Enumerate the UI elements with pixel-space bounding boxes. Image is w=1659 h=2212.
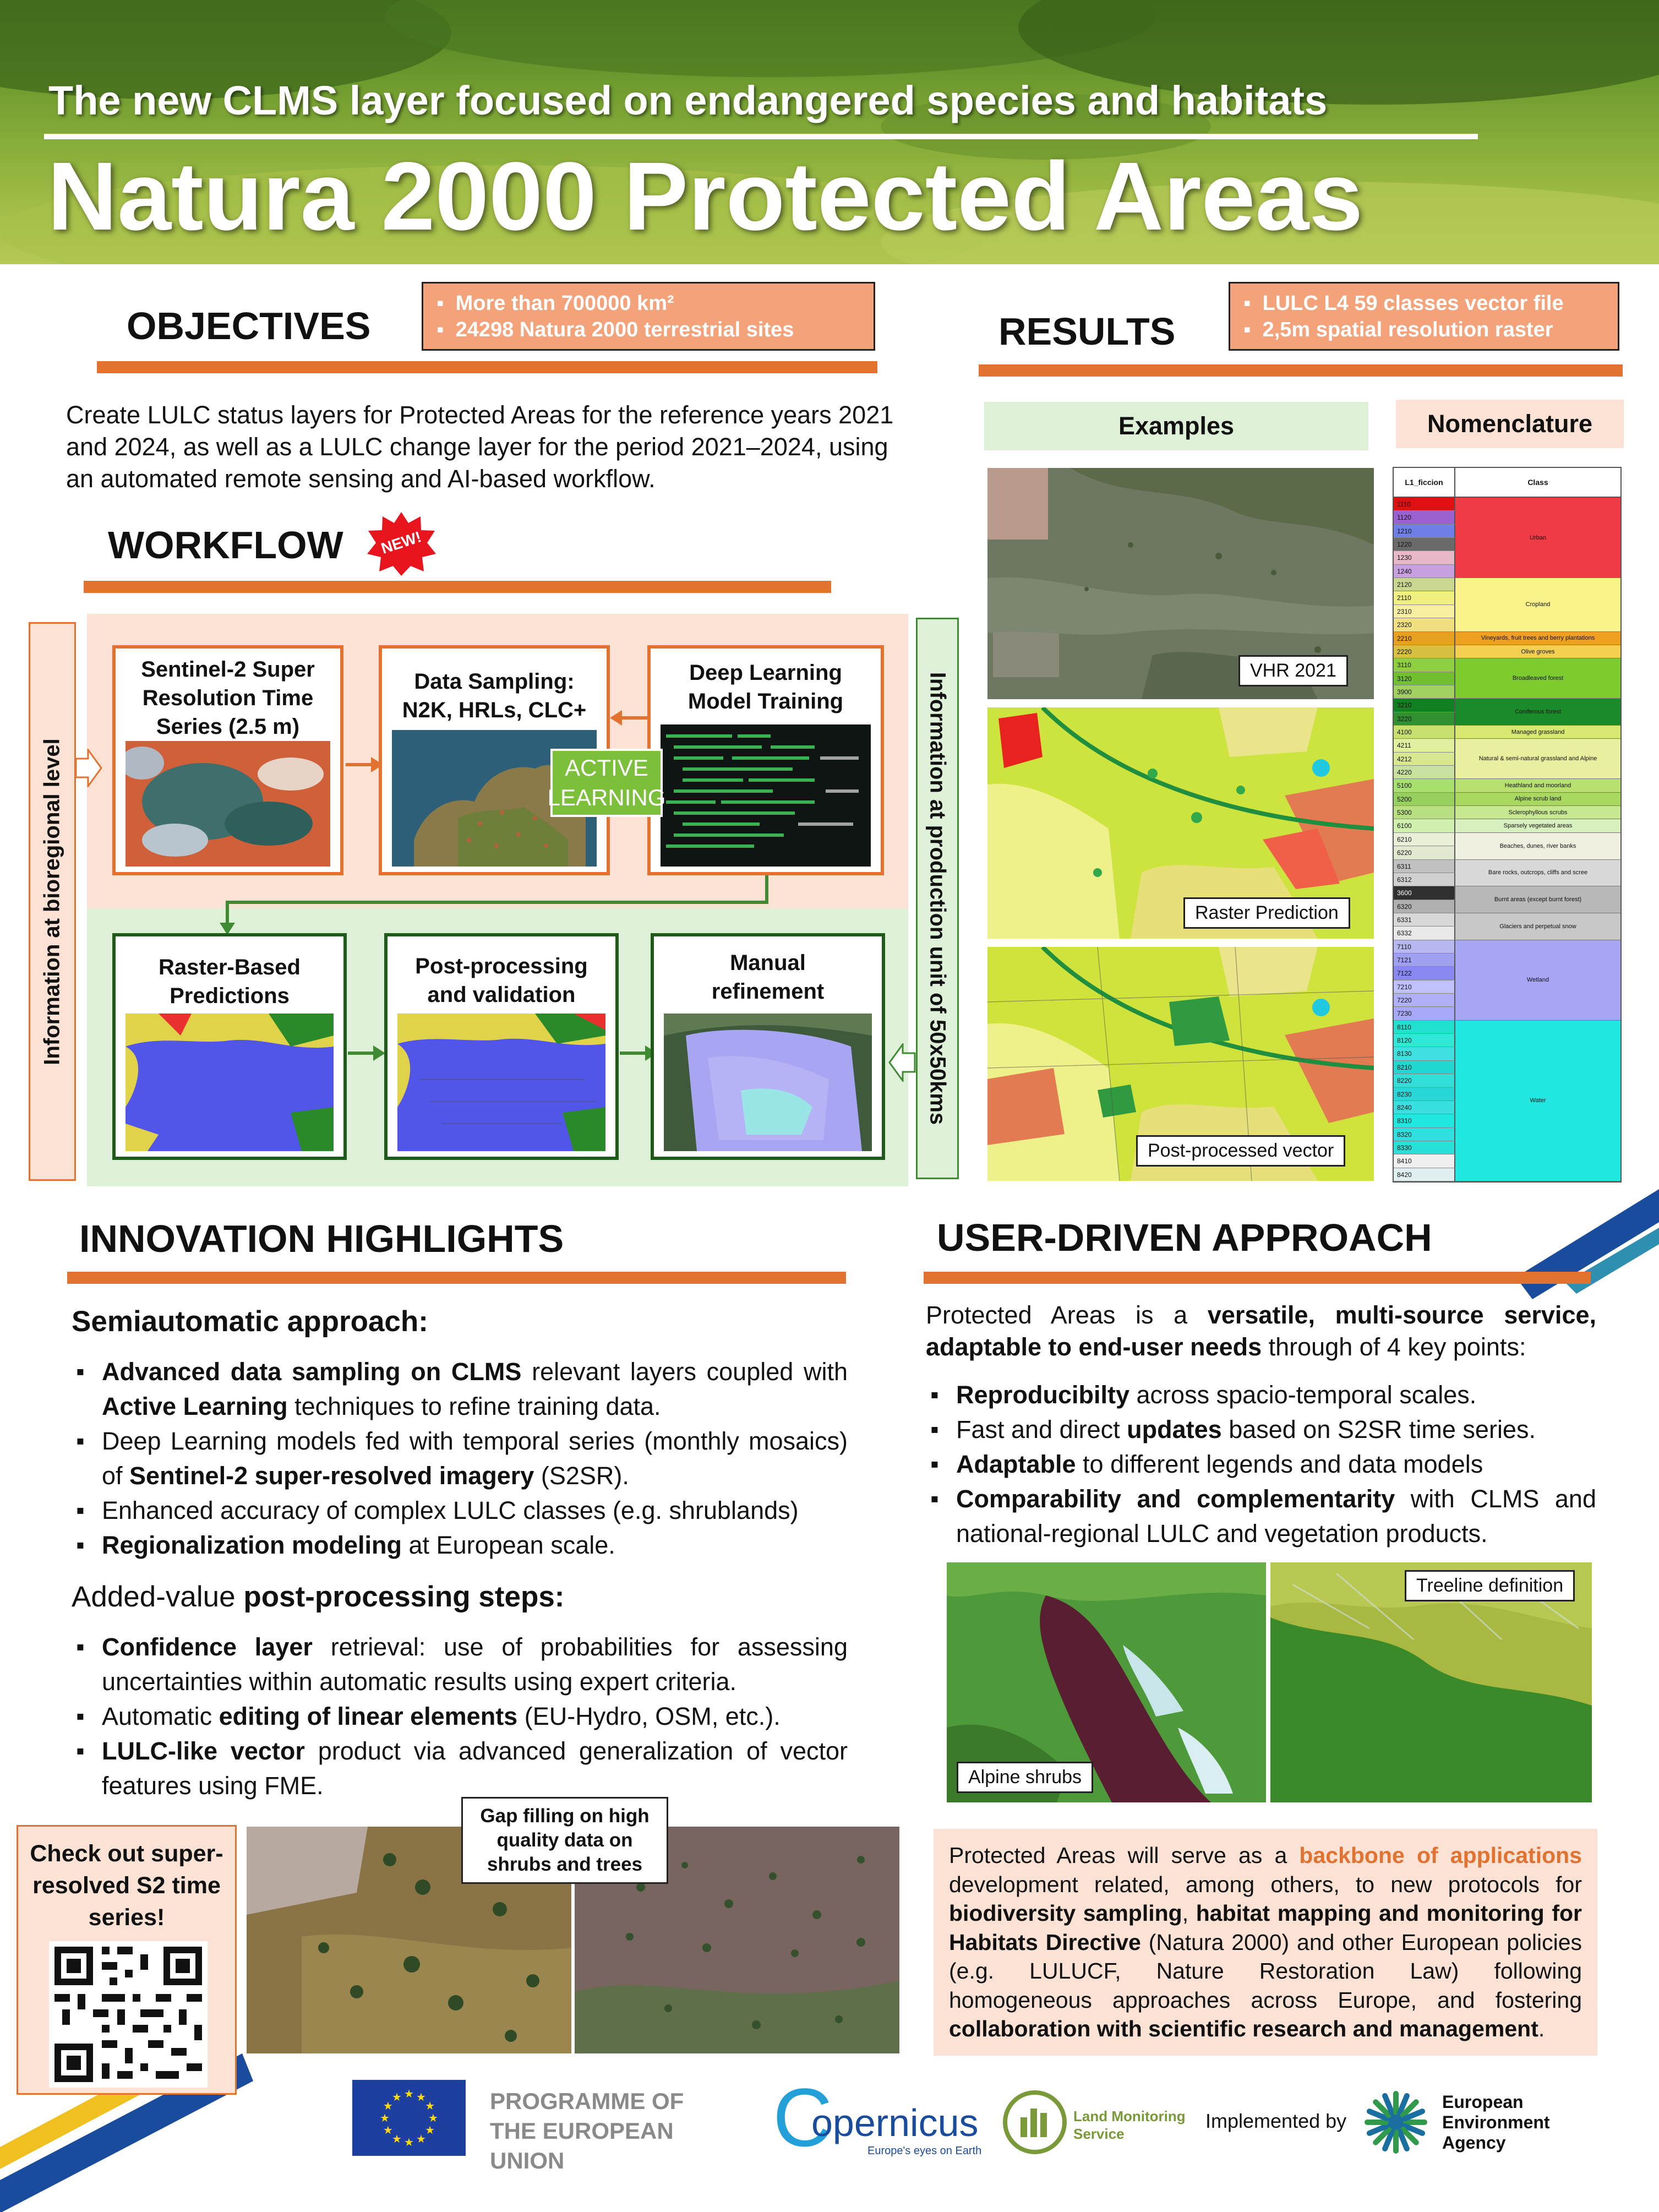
user-driven-rule — [924, 1272, 1591, 1284]
nomenclature-code: 8130 — [1394, 1047, 1455, 1060]
nomenclature-code: 3900 — [1394, 685, 1455, 699]
nomenclature-class: Wetland — [1455, 940, 1620, 1021]
qr-code-icon — [49, 1941, 208, 2088]
nomenclature-class: Olive groves — [1455, 645, 1620, 658]
results-facts-box — [1229, 282, 1619, 351]
step-post-processing — [384, 933, 619, 1160]
bullet-item: ▪ Fast and direct updates based on S2SR time series. — [926, 1412, 1596, 1447]
nomenclature-code: 4212 — [1394, 753, 1455, 766]
nomenclature-code: 3120 — [1394, 672, 1455, 685]
step-raster-predictions — [112, 933, 347, 1160]
nomenclature-class: Water — [1455, 1021, 1620, 1181]
header-rule — [44, 134, 1478, 139]
nomenclature-class: Cropland — [1455, 578, 1620, 631]
fact-item: ▪ 2,5m spatial resolution raster — [1243, 318, 1553, 341]
nomenclature-code: 7220 — [1394, 994, 1455, 1007]
connector-vertical — [765, 875, 768, 903]
vhr-label: VHR 2021 — [1238, 655, 1348, 687]
step-title: Deep Learning Model Training — [687, 661, 844, 713]
examples-label-box — [984, 402, 1368, 450]
nomenclature-col-code: L1_ficcion — [1394, 468, 1455, 497]
vhr-image — [987, 468, 1374, 699]
active-learning-text: ACTIVE LEARNING — [547, 755, 666, 810]
checkout-box — [17, 1825, 237, 2095]
eea-sunburst-icon — [1363, 2086, 1429, 2158]
nomenclature-code: 2320 — [1394, 618, 1455, 631]
nomenclature-code: 8240 — [1394, 1101, 1455, 1114]
manual-refinement-thumb — [664, 1014, 872, 1151]
nomenclature-code: 3210 — [1394, 699, 1455, 712]
innovation-heading: INNOVATION HIGHLIGHTS — [79, 1217, 564, 1260]
postprocessed-thumb — [397, 1014, 605, 1151]
bullet-item: ▪ Comparability and complementarity with CLMS and national-regional LULC and vegetation products. — [926, 1481, 1596, 1551]
bullet-item: ▪ LULC-like vector product via advanced generalization of vector features using FME. — [72, 1734, 848, 1803]
nomenclature-class: Vineyards, fruit trees and berry plantations — [1455, 632, 1620, 645]
nomenclature-label-box — [1396, 400, 1624, 448]
nomenclature-code: 4220 — [1394, 766, 1455, 779]
nomenclature-code: 8420 — [1394, 1168, 1455, 1181]
nomenclature-class: Glaciers and perpetual snow — [1455, 913, 1620, 940]
workflow-rule — [84, 581, 831, 593]
nomenclature-class: Burnt areas (except burnt forest) — [1455, 886, 1620, 913]
nomenclature-code: 8410 — [1394, 1154, 1455, 1168]
step-manual-refinement — [651, 933, 885, 1160]
alpine-shrubs-image — [947, 1562, 1266, 1802]
new-badge-text: NEW! — [379, 528, 424, 557]
nomenclature-code: 7230 — [1394, 1007, 1455, 1020]
nomenclature-class: Sparsely vegetated areas — [1455, 819, 1620, 832]
nomenclature-label: Nomenclature — [1427, 410, 1593, 438]
nomenclature-class: Bare rocks, outcrops, cliffs and scree — [1455, 860, 1620, 887]
nomenclature-class: Sclerophyllous scrubs — [1455, 806, 1620, 819]
post-processed-image — [987, 947, 1374, 1181]
nomenclature-body — [1394, 498, 1620, 1181]
raster-prediction-image — [987, 707, 1374, 939]
nomenclature-class: Natural & semi-natural grassland and Alpine — [1455, 739, 1620, 779]
implemented-by-text: Implemented by — [1205, 2110, 1347, 2132]
nomenclature-code: 2220 — [1394, 645, 1455, 658]
nomenclature-class: Coniferous forest — [1455, 699, 1620, 726]
workflow-heading: WORKFLOW — [108, 524, 343, 566]
nomenclature-code: 5100 — [1394, 779, 1455, 792]
bullet-item: ▪ Confidence layer retrieval: use of probabilities for assessing uncertainties within automatic results using expert criteria. — [72, 1630, 848, 1699]
raster-prediction-thumb — [125, 1014, 334, 1151]
nomenclature-code: 1120 — [1394, 511, 1455, 524]
programme-text: PROGRAMME OF THE EUROPEAN UNION — [490, 2088, 684, 2173]
nomenclature-code: 6311 — [1394, 860, 1455, 873]
nomenclature-code: 1230 — [1394, 551, 1455, 564]
gap-filling-label: Gap filling on high quality data on shrubs and trees — [461, 1797, 668, 1884]
semiautomatic-list — [72, 1354, 848, 1562]
nomenclature-table — [1393, 467, 1622, 1183]
bioregional-label-box — [29, 622, 76, 1181]
bullet-item: ▪ Reproducibilty across spacio-temporal scales. — [926, 1377, 1596, 1412]
nomenclature-code: 5300 — [1394, 806, 1455, 819]
nomenclature-code: 6220 — [1394, 846, 1455, 859]
objectives-heading: OBJECTIVES — [127, 304, 371, 347]
nomenclature-code: 3110 — [1394, 658, 1455, 672]
nomenclature-code: 2120 — [1394, 578, 1455, 591]
post-processing-list — [72, 1630, 848, 1803]
nomenclature-code: 3220 — [1394, 712, 1455, 726]
new-badge — [365, 511, 437, 577]
nomenclature-code: 6320 — [1394, 900, 1455, 913]
nomenclature-code: 6100 — [1394, 819, 1455, 832]
eu-flag-logo — [352, 2080, 466, 2156]
arrow-4-5 — [348, 1051, 375, 1055]
alpine-shrubs-label: Alpine shrubs — [957, 1762, 1093, 1793]
eu-star-icon: ★ — [380, 2112, 390, 2124]
step-title: Raster-Based Predictions — [159, 955, 301, 1008]
user-driven-intro: Protected Areas is a versatile, multi-source service, adaptable to end-user needs through of 4 key points: — [926, 1301, 1596, 1361]
active-learning-tag — [547, 749, 666, 817]
step-title: Data Sampling: N2K, HRLs, CLC+ — [402, 669, 587, 722]
nomenclature-code: 8120 — [1394, 1034, 1455, 1047]
fact-item: ▪ 24298 Natura 2000 terrestrial sites — [436, 318, 794, 341]
production-unit-label-box — [916, 618, 959, 1179]
code-screen-image — [661, 724, 871, 867]
nomenclature-code: 8230 — [1394, 1088, 1455, 1101]
bioregional-label: Information at bioregional level — [40, 738, 64, 1065]
fact-item: ▪ LULC L4 59 classes vector file — [1243, 292, 1564, 315]
objectives-rule — [97, 361, 877, 373]
eea-core-icon — [1388, 2115, 1404, 2130]
nomenclature-code: 1220 — [1394, 538, 1455, 551]
objectives-text: Create LULC status layers for Protected Areas for the reference years 2021 and 2024, as well as a LULC change layer for the period 2021–2024, using an automated remote sensing and AI-based workflow. — [66, 401, 894, 493]
eea-logo — [1363, 2086, 1429, 2158]
raster-prediction-label: Raster Prediction — [1183, 897, 1350, 929]
nomenclature-code: 6332 — [1394, 927, 1455, 940]
nomenclature-code: 8310 — [1394, 1114, 1455, 1127]
bullet-item: ▪ Automatic editing of linear elements (EU-Hydro, OSM, etc.). — [72, 1699, 848, 1734]
closing-text: Protected Areas will serve as a backbone of applications development related, among others, to new protocols for biodiversity sampling, habitat mapping and monitoring for Habitats Directive (Natura 2000) and other European policies (e.g. LULUCF, Nature Restoration Law) following homogeneous approaches across Europe, and fostering collaboration with scientific research and management. — [949, 1843, 1582, 2041]
bullet-item: ▪ Regionalization modeling at European scale. — [72, 1528, 848, 1562]
nomenclature-code: 1110 — [1394, 498, 1455, 511]
eu-star-icon: ★ — [404, 2088, 414, 2100]
eu-star-icon: ★ — [392, 2133, 402, 2146]
step-title: Manual refinement — [711, 951, 825, 1004]
eea-text: European Environment Agency — [1442, 2092, 1550, 2153]
results-heading: RESULTS — [998, 310, 1176, 353]
connector-horizontal — [226, 901, 768, 904]
nomenclature-code: 6312 — [1394, 873, 1455, 886]
eu-star-icon: ★ — [404, 2137, 414, 2149]
arrow-1-2 — [346, 763, 373, 766]
examples-label: Examples — [1118, 412, 1235, 440]
post-processing-heading: Added-value post-processing steps: — [72, 1581, 565, 1613]
nomenclature-code: 7121 — [1394, 954, 1455, 967]
eu-star-icon: ★ — [428, 2112, 438, 2124]
nomenclature-code: 2110 — [1394, 591, 1455, 604]
nomenclature-code: 8320 — [1394, 1128, 1455, 1141]
eu-star-icon: ★ — [416, 2133, 426, 2146]
nomenclature-code: 8210 — [1394, 1061, 1455, 1074]
nomenclature-code: 6210 — [1394, 833, 1455, 846]
production-unit-label: Information at production unit of 50x50kms — [925, 672, 950, 1125]
eu-star-icon: ★ — [425, 2100, 435, 2112]
nomenclature-code: 8110 — [1394, 1021, 1455, 1034]
nomenclature-header — [1394, 468, 1620, 498]
eu-star-icon: ★ — [383, 2124, 393, 2137]
nomenclature-code: 7122 — [1394, 967, 1455, 980]
checkout-text: Check out super-resolved S2 time series! — [30, 1840, 223, 1931]
step-title: Post-processing and validation — [415, 954, 588, 1007]
nomenclature-class: Urban — [1455, 498, 1620, 578]
nomenclature-class: Heathland and moorland — [1455, 779, 1620, 792]
nomenclature-code: 3600 — [1394, 886, 1455, 900]
connector-down — [226, 901, 229, 925]
arrow-5-6 — [620, 1051, 647, 1055]
closing-box — [934, 1829, 1597, 2056]
eu-star-icon: ★ — [392, 2091, 402, 2104]
nomenclature-col-class: Class — [1527, 478, 1548, 487]
nomenclature-code: 7210 — [1394, 980, 1455, 994]
semiautomatic-heading: Semiautomatic approach: — [72, 1305, 428, 1338]
nomenclature-class: Alpine scrub land — [1455, 793, 1620, 806]
qr-code[interactable] — [49, 1941, 208, 2088]
decorative-swoosh — [1483, 1167, 1659, 1305]
treeline-image — [1270, 1562, 1592, 1802]
nomenclature-class: Broadleaved forest — [1455, 658, 1620, 699]
arrow-3-2 — [620, 716, 648, 720]
bullet-item: ▪ Adaptable to different legends and data models — [926, 1447, 1596, 1481]
nomenclature-code: 4100 — [1394, 726, 1455, 739]
land-monitoring-logo — [1002, 2086, 1068, 2158]
nomenclature-code: 2310 — [1394, 605, 1455, 618]
eu-star-icon: ★ — [425, 2124, 435, 2137]
nomenclature-code: 7110 — [1394, 940, 1455, 954]
nomenclature-code: 6331 — [1394, 913, 1455, 927]
header-banner — [0, 0, 1659, 264]
header-title: Natura 2000 Protected Areas — [47, 143, 1363, 250]
nomenclature-code: 4211 — [1394, 739, 1455, 752]
nomenclature-code: 8330 — [1394, 1141, 1455, 1154]
header-subtitle: The new CLMS layer focused on endangered species and habitats — [48, 78, 1328, 123]
right-hollow-arrow — [888, 1043, 916, 1082]
left-hollow-arrow — [75, 749, 102, 787]
nomenclature-code: 1210 — [1394, 525, 1455, 538]
step-sentinel2 — [112, 645, 343, 875]
eu-star-icon: ★ — [383, 2100, 393, 2112]
user-driven-heading: USER-DRIVEN APPROACH — [937, 1216, 1432, 1259]
bullet-item: ▪ Deep Learning models fed with temporal series (monthly mosaics) of Sentinel-2 super-resolved imagery (S2SR). — [72, 1424, 848, 1493]
copernicus-logo: C opernicus Europe's eyes on Earth — [773, 2071, 982, 2164]
treeline-label: Treeline definition — [1405, 1570, 1575, 1601]
objectives-facts-box — [422, 282, 875, 351]
eu-star-icon: ★ — [416, 2091, 426, 2104]
nomenclature-code: 1240 — [1394, 565, 1455, 578]
land-monitoring-icon — [1002, 2086, 1068, 2158]
sentinel2-image — [125, 741, 330, 867]
post-processed-label: Post-processed vector — [1136, 1135, 1345, 1167]
nomenclature-code: 5200 — [1394, 793, 1455, 806]
nomenclature-class: Beaches, dunes, river banks — [1455, 833, 1620, 860]
fact-item: ▪ More than 700000 km² — [436, 292, 674, 315]
arrow-4-5-head — [373, 1045, 385, 1061]
eu-stars-icon — [352, 2080, 466, 2156]
land-monitoring-text: Land Monitoring Service — [1073, 2108, 1186, 2142]
bullet-item: ▪ Advanced data sampling on CLMS relevant layers coupled with Active Learning techniques to refine training data. — [72, 1354, 848, 1424]
nomenclature-class: Managed grassland — [1455, 726, 1620, 739]
innovation-rule — [67, 1272, 846, 1284]
step-title: Sentinel-2 Super Resolution Time Series (2.5 m) — [141, 657, 315, 739]
bullet-item: ▪ Enhanced accuracy of complex LULC classes (e.g. shrublands) — [72, 1493, 848, 1528]
step-deep-learning — [647, 645, 884, 875]
nomenclature-code: 2210 — [1394, 632, 1455, 645]
user-driven-list — [926, 1377, 1596, 1551]
results-rule — [979, 364, 1623, 377]
nomenclature-code: 8220 — [1394, 1074, 1455, 1087]
